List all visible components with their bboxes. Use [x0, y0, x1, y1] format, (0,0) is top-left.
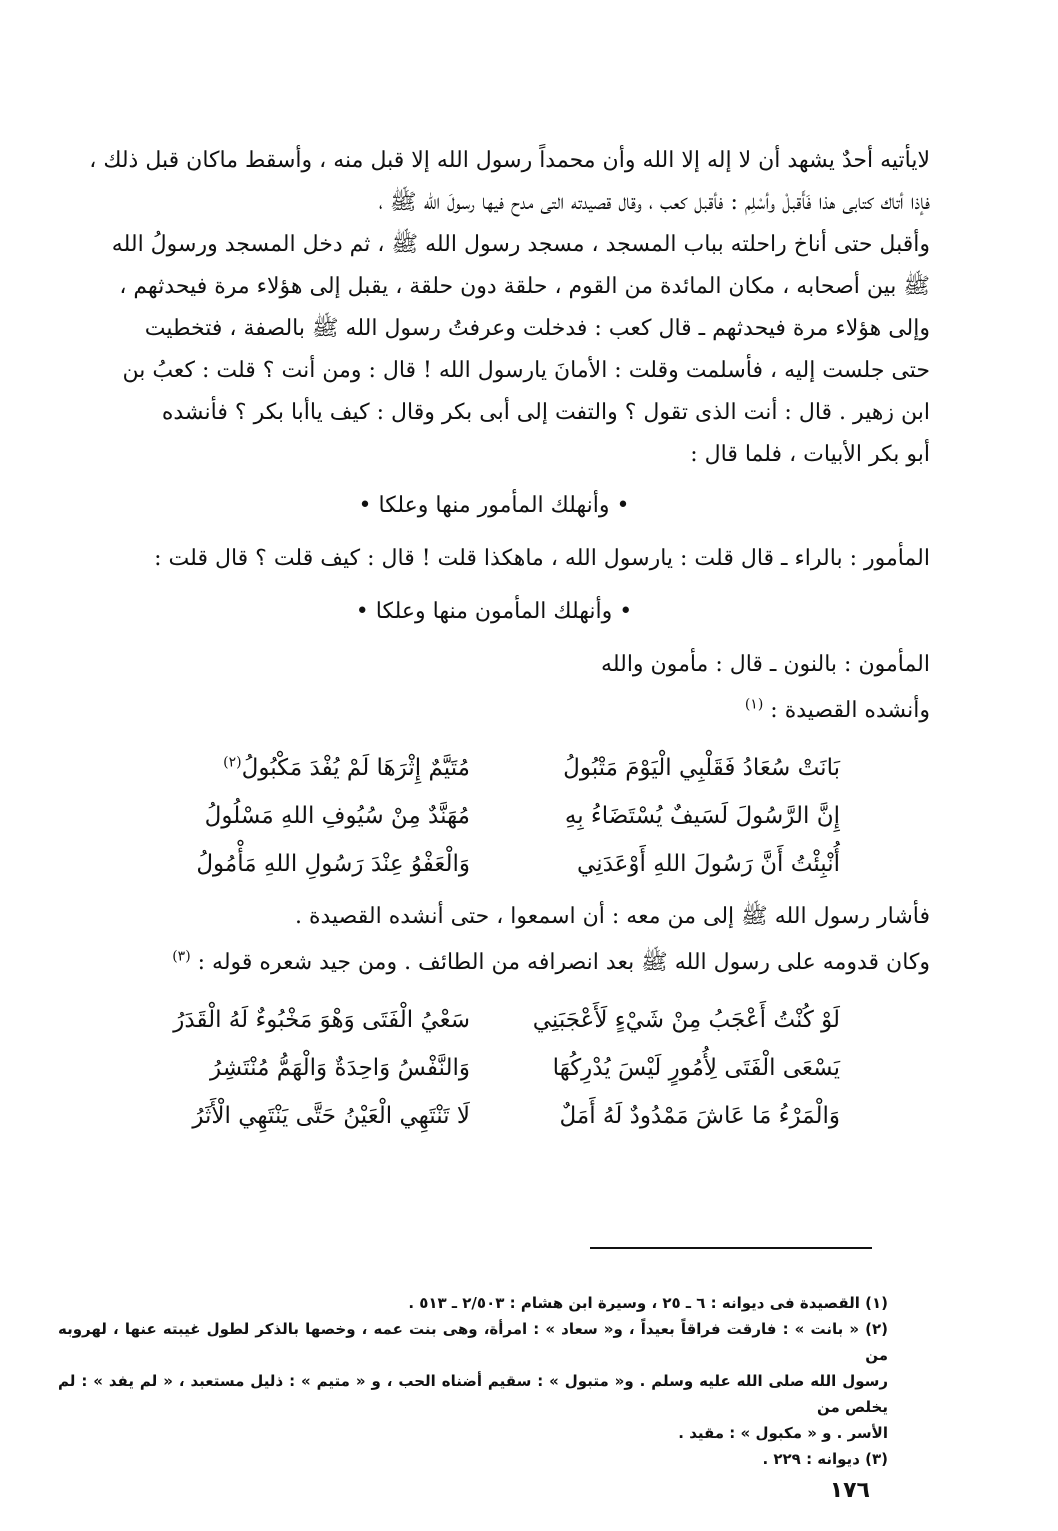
text-line-mamur: المأمور : بالراء ـ قال قلت : يارسول الله ، ماهكذا قلت ! قال : كيف قلت ؟ قال قلت : — [154, 546, 930, 571]
footnote-line: (٣) ديوانه : ٢٢٩ . — [762, 1450, 888, 1468]
verse — [58, 1092, 840, 1140]
footnote-line: رسول الله صلى الله عليه وسلم . و« متبول » : سقيم أضناه الحب ، و « متيم » : ذليل مستعبد ، « لم يفد » : لم يخلص من — [58, 1372, 888, 1416]
footnote-divider — [590, 1247, 872, 1249]
verse-first-hemistich: يَسْعَى الْفَتَى لِأُمُورٍ لَيْسَ يُدْرِكُهَا — [552, 1055, 840, 1081]
text-line-qasida — [58, 688, 930, 734]
footnote-line: (١) القصيدة فى ديوانه : ٦ ـ ٢٥ ، وسيرة ابن هشام : ٢/٥٠٣ ـ ٥١٣ . — [408, 1294, 888, 1312]
footnote-line: (٢) « بانت » : فارقت فراقاً بعيداً ، و« سعاد » : امرأة، وهى بنت عمه ، وخصها بالذكر لطول غيبته عنها ، لهروبه من — [58, 1320, 888, 1364]
main-paragraph — [58, 140, 930, 476]
verse — [58, 840, 840, 888]
footnote-marker: (٢) — [223, 754, 242, 771]
verse-second-hemistich: وَالْعَفْوُ عِنْدَ رَسُولِ اللهِ مَأْمُولُ — [196, 851, 470, 877]
verse-second-hemistich: مُتَيَّمٌ إِثْرَهَا لَمْ يُفْدَ مَكْبُولُ$^{(٢)}$ — [223, 754, 470, 781]
poem-verses-2 — [58, 996, 930, 1140]
verse-first-hemistich: إِنَّ الرَّسُولَ لَسَيفٌ يُسْتَضَاءُ بِهِ — [564, 803, 840, 829]
qasida-intro: وأنشده القصيدة : — [770, 698, 930, 723]
verse-first-hemistich: لَوْ كُنْتُ أَعْجَبُ مِنْ شَيْءٍ لَأَعْجَبَنِي — [532, 1007, 840, 1033]
text-line: وإلى هؤلاء مرة فيحدثهم ـ قال كعب : فدخلت وعرفتُ رسول الله ﷺ بالصفة ، فتخطيت — [144, 316, 930, 341]
footnote-marker: (١) — [744, 696, 764, 713]
text-line: ﷺ بين أصحابه ، مكان المائدة من القوم ، حلقة دون حلقة ، يقبل إلى هؤلاء مرة فيحدثهم ، — [119, 274, 930, 299]
footnote-marker: (٣) — [172, 948, 191, 965]
verse-first-hemistich: بَانَتْ سُعَادُ فَقَلْبِي الْيَوْمَ مَتْبُولُ — [563, 755, 840, 781]
verse — [58, 996, 840, 1044]
text-line: حتى جلست إليه ، فأسلمت وقلت : الأمانَ يارسول الله ! قال : ومن أنت ؟ قلت : كعبُ بن — [122, 358, 930, 383]
text-line-ashar: فأشار رسول الله ﷺ إلى من معه : أن اسمعوا ، حتى أنشده القصيدة . — [294, 904, 930, 929]
verse-second-hemistich: وَالنَّفْسُ وَاحِدَةٌ وَالْهَمُّ مُنْتَشِرُ — [210, 1055, 470, 1081]
footnotes — [58, 1290, 888, 1472]
text-line: وأقبل حتى أناخ راحلته بباب المسجد ، مسجد رسول الله ﷺ ، ثم دخل المسجد ورسولُ الله — [111, 232, 930, 257]
verse-first-hemistich: أُنْبِئْتُ أَنَّ رَسُولَ اللهِ أَوْعَدَنِي — [577, 851, 840, 877]
verse-second-hemistich: سَعْيُ الْفَتَى وَهْوَ مَخْبُوءٌ لَهُ الْقَدَرُ — [173, 1007, 470, 1033]
verse — [58, 1044, 840, 1092]
page-number: ١٧٦ — [829, 1478, 870, 1503]
text-line: ابن زهير . قال : أنت الذى تقول ؟ والتفت إلى أبى بكر وقال : كيف ياأبا بكر ؟ فأنشده — [161, 400, 930, 425]
poem-verses-1 — [58, 744, 930, 888]
kana-text: وكان قدومه على رسول الله ﷺ بعد انصرافه من الطائف . ومن جيد شعره قوله : — [197, 950, 930, 975]
verse-first-hemistich: وَالْمَرْءُ مَا عَاشَ مَمْدُودٌ لَهُ أَمَلٌ — [559, 1103, 840, 1129]
footnote-line: الأسر . و « مكبول » : مقيد . — [678, 1424, 888, 1442]
quoted-hemistich: • وأنهلك المأمون منها وعلكا • — [355, 599, 633, 624]
text-line-kana — [58, 940, 930, 986]
text-line-mamun: المأمون : بالنون ـ قال : مأمون والله — [601, 652, 930, 677]
text-line: أبو بكر الأبيات ، فلما قال : — [690, 442, 930, 467]
verse-second-hemistich: مُهَنَّدٌ مِنْ سُيُوفِ اللهِ مَسْلُولُ — [204, 803, 470, 829]
verse — [58, 744, 840, 792]
text-line: لايأتيه أحدٌ يشهد أن لا إله إلا الله وأن محمداً رسول الله إلا قبل منه ، وأسقط ماكان قبل ذلك ، — [89, 148, 930, 173]
verse-second-hemistich: لَا تَنْتَهِي الْعَيْنُ حَتَّى يَنْتَهِي الْأَثَرُ — [192, 1103, 470, 1129]
page-body — [58, 140, 930, 1146]
verse — [58, 792, 840, 840]
quoted-hemistich: • وأنهلك المأمور منها وعلكا • — [358, 493, 630, 518]
text-line: فإذا أتاك كتابى هذا فَأَقبلْ وأسْلِم : فأقبل كعب ، وقال قصيدته التى مدح فيها رسولَ الله ﷺ ، — [378, 190, 930, 215]
